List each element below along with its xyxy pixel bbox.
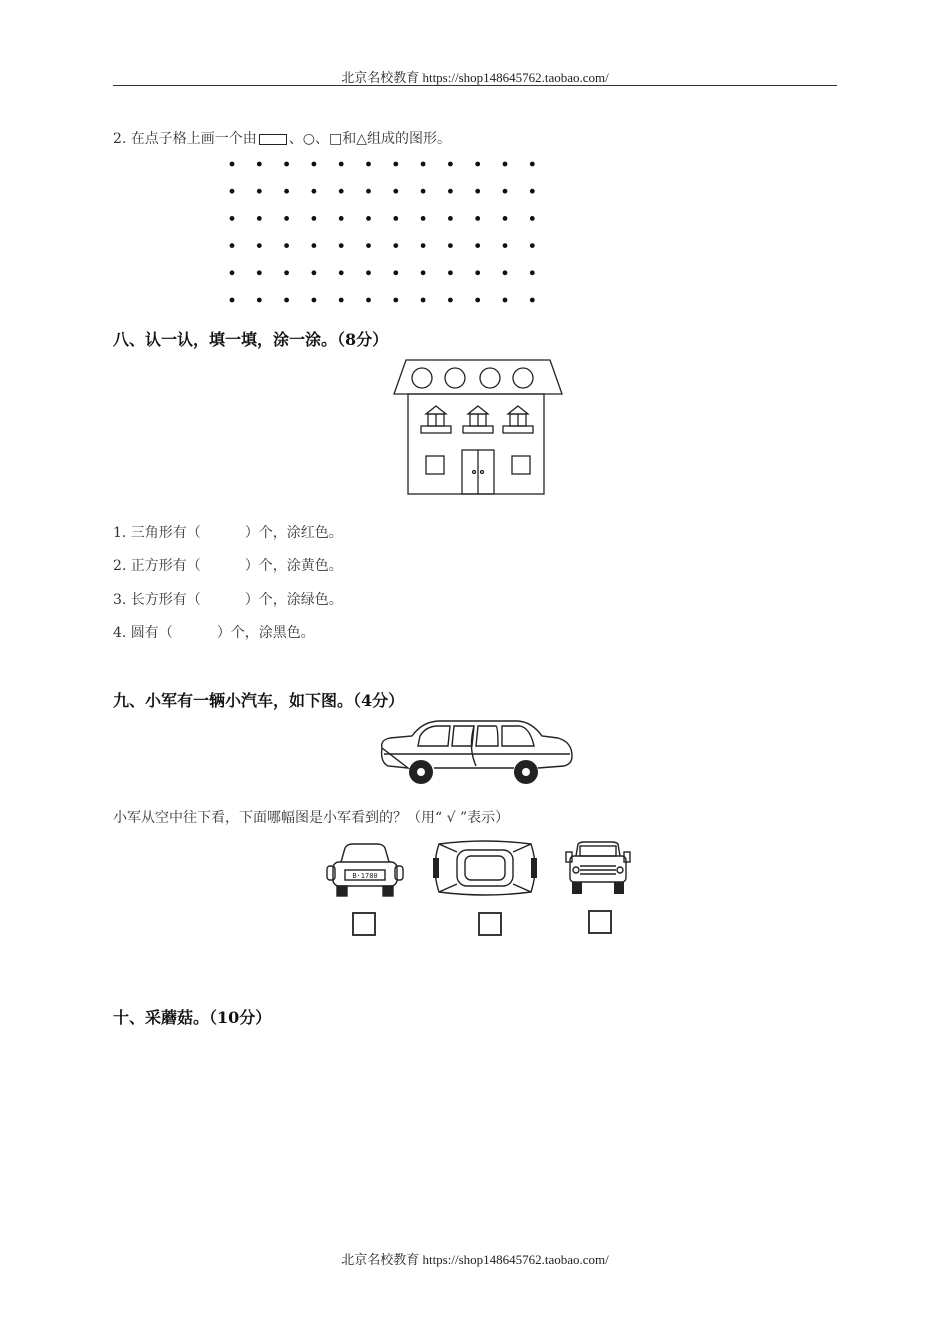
section-8-heading xyxy=(113,327,388,350)
header-rule xyxy=(113,85,837,86)
grid-dot[interactable] xyxy=(284,243,289,248)
grid-dot[interactable] xyxy=(393,216,398,221)
window-unit xyxy=(503,406,533,433)
house-figure xyxy=(392,358,564,498)
section-8-score: （8分） xyxy=(337,330,389,349)
grid-dot[interactable] xyxy=(312,216,317,221)
grid-dot[interactable] xyxy=(257,216,262,221)
window-unit xyxy=(463,406,493,433)
lower-window xyxy=(512,456,530,474)
grid-dot[interactable] xyxy=(366,243,371,248)
grid-dot[interactable] xyxy=(421,189,426,194)
section-10-score: （10分） xyxy=(209,1008,272,1027)
grid-dot[interactable] xyxy=(530,189,535,194)
grid-dot[interactable] xyxy=(257,162,262,167)
grid-dot[interactable] xyxy=(393,270,398,275)
rectangle-shape-icon xyxy=(259,134,287,145)
grid-dot[interactable] xyxy=(421,243,426,248)
grid-dot[interactable] xyxy=(339,216,344,221)
grid-dot[interactable] xyxy=(366,270,371,275)
section-9-score: （4分） xyxy=(353,691,405,710)
roof-circle xyxy=(513,368,533,388)
fill-item-circle xyxy=(113,622,315,642)
section-9-title: 九、小军有一辆小汽车，如下图。 xyxy=(113,691,354,710)
grid-dot[interactable] xyxy=(339,189,344,194)
grid-dot[interactable] xyxy=(530,162,535,167)
fill-item-suffix: ）个，涂黑色。 xyxy=(216,625,315,641)
grid-dot[interactable] xyxy=(503,270,508,275)
grid-dot[interactable] xyxy=(230,243,235,248)
dot-grid-question-suffix: 、○、□和△组成的图形。 xyxy=(288,131,452,147)
grid-dot[interactable] xyxy=(230,162,235,167)
grid-dot[interactable] xyxy=(230,298,235,303)
grid-dot[interactable] xyxy=(475,216,480,221)
grid-dot[interactable] xyxy=(421,298,426,303)
grid-dot[interactable] xyxy=(312,189,317,194)
answer-box[interactable] xyxy=(588,910,612,934)
grid-dot[interactable] xyxy=(530,216,535,221)
grid-dot[interactable] xyxy=(257,298,262,303)
grid-dot[interactable] xyxy=(475,243,480,248)
grid-dot[interactable] xyxy=(339,162,344,167)
grid-dot[interactable] xyxy=(503,216,508,221)
grid-dot[interactable] xyxy=(530,243,535,248)
grid-dot[interactable] xyxy=(503,243,508,248)
grid-dot[interactable] xyxy=(284,216,289,221)
lower-window xyxy=(426,456,444,474)
grid-dot[interactable] xyxy=(503,189,508,194)
grid-dot[interactable] xyxy=(257,270,262,275)
grid-dot[interactable] xyxy=(366,298,371,303)
grid-dot[interactable] xyxy=(530,270,535,275)
fill-item-triangle xyxy=(113,522,343,542)
grid-dot[interactable] xyxy=(393,189,398,194)
grid-dot[interactable] xyxy=(421,162,426,167)
grid-dot[interactable] xyxy=(475,298,480,303)
section-9-heading xyxy=(113,688,404,711)
grid-dot[interactable] xyxy=(284,298,289,303)
grid-dot[interactable] xyxy=(284,189,289,194)
dot-grid-question-prefix: 2. 在点子格上画一个由 xyxy=(113,131,257,147)
fill-item-square xyxy=(113,555,343,575)
roof-circle xyxy=(480,368,500,388)
fill-item-prefix: 2. 正方形有（ xyxy=(113,558,201,574)
house-body xyxy=(408,394,544,494)
section-10-heading xyxy=(113,1005,271,1028)
section-9-question: 小军从空中往下看，下面哪幅图是小军看到的？（用“ √ ”表示） xyxy=(113,810,510,826)
grid-dot[interactable] xyxy=(393,162,398,167)
grid-dot[interactable] xyxy=(503,298,508,303)
window-unit xyxy=(421,406,451,433)
page-header: 北京名校教育 https://shop148645762.taobao.com/ xyxy=(341,70,609,85)
answer-box[interactable] xyxy=(478,912,502,936)
grid-dot[interactable] xyxy=(393,298,398,303)
fill-item-rectangle xyxy=(113,589,343,609)
grid-dot[interactable] xyxy=(339,298,344,303)
grid-dot[interactable] xyxy=(366,189,371,194)
house-roof xyxy=(394,360,562,394)
grid-dot[interactable] xyxy=(475,189,480,194)
grid-dot[interactable] xyxy=(366,162,371,167)
grid-dot[interactable] xyxy=(284,270,289,275)
fill-item-suffix: ）个，涂红色。 xyxy=(244,525,343,541)
dot-grid-question xyxy=(113,128,451,148)
grid-dot[interactable] xyxy=(448,298,453,303)
grid-dot[interactable] xyxy=(284,162,289,167)
roof-circle xyxy=(445,368,465,388)
fill-item-prefix: 1. 三角形有（ xyxy=(113,525,201,541)
grid-dot[interactable] xyxy=(393,243,398,248)
grid-dot[interactable] xyxy=(448,243,453,248)
grid-dot[interactable] xyxy=(230,189,235,194)
grid-dot[interactable] xyxy=(448,270,453,275)
grid-dot[interactable] xyxy=(339,270,344,275)
grid-dot[interactable] xyxy=(230,270,235,275)
car-top-view xyxy=(429,838,541,898)
grid-dot[interactable] xyxy=(475,270,480,275)
roof-circle xyxy=(412,368,432,388)
grid-dot[interactable] xyxy=(530,298,535,303)
grid-dot[interactable] xyxy=(312,298,317,303)
grid-dot[interactable] xyxy=(503,162,508,167)
fill-item-suffix: ）个，涂绿色。 xyxy=(244,592,343,608)
car-rear-view xyxy=(564,840,632,898)
grid-dot[interactable] xyxy=(448,216,453,221)
grid-dot[interactable] xyxy=(475,162,480,167)
grid-dot[interactable] xyxy=(312,270,317,275)
grid-dot[interactable] xyxy=(230,216,235,221)
grid-dot[interactable] xyxy=(366,216,371,221)
fill-item-suffix: ）个，涂黄色。 xyxy=(244,558,343,574)
grid-dot[interactable] xyxy=(312,243,317,248)
grid-dot[interactable] xyxy=(312,162,317,167)
license-plate: B·1780 xyxy=(352,872,378,880)
grid-dot[interactable] xyxy=(257,189,262,194)
section-10-title: 十、采蘑菇。 xyxy=(113,1008,210,1027)
grid-dot[interactable] xyxy=(448,189,453,194)
car-side-view xyxy=(378,718,574,784)
answer-box[interactable] xyxy=(352,912,376,936)
fill-item-prefix: 3. 长方形有（ xyxy=(113,592,201,608)
grid-dot[interactable] xyxy=(339,243,344,248)
fill-item-prefix: 4. 圆有（ xyxy=(113,625,173,641)
grid-dot[interactable] xyxy=(421,216,426,221)
grid-dot[interactable] xyxy=(257,243,262,248)
section-8-title: 八、认一认，填一填，涂一涂。 xyxy=(113,330,338,349)
page-footer: 北京名校教育 https://shop148645762.taobao.com/ xyxy=(341,1252,609,1267)
car-front-view xyxy=(325,842,405,898)
grid-dot[interactable] xyxy=(448,162,453,167)
grid-dot[interactable] xyxy=(421,270,426,275)
